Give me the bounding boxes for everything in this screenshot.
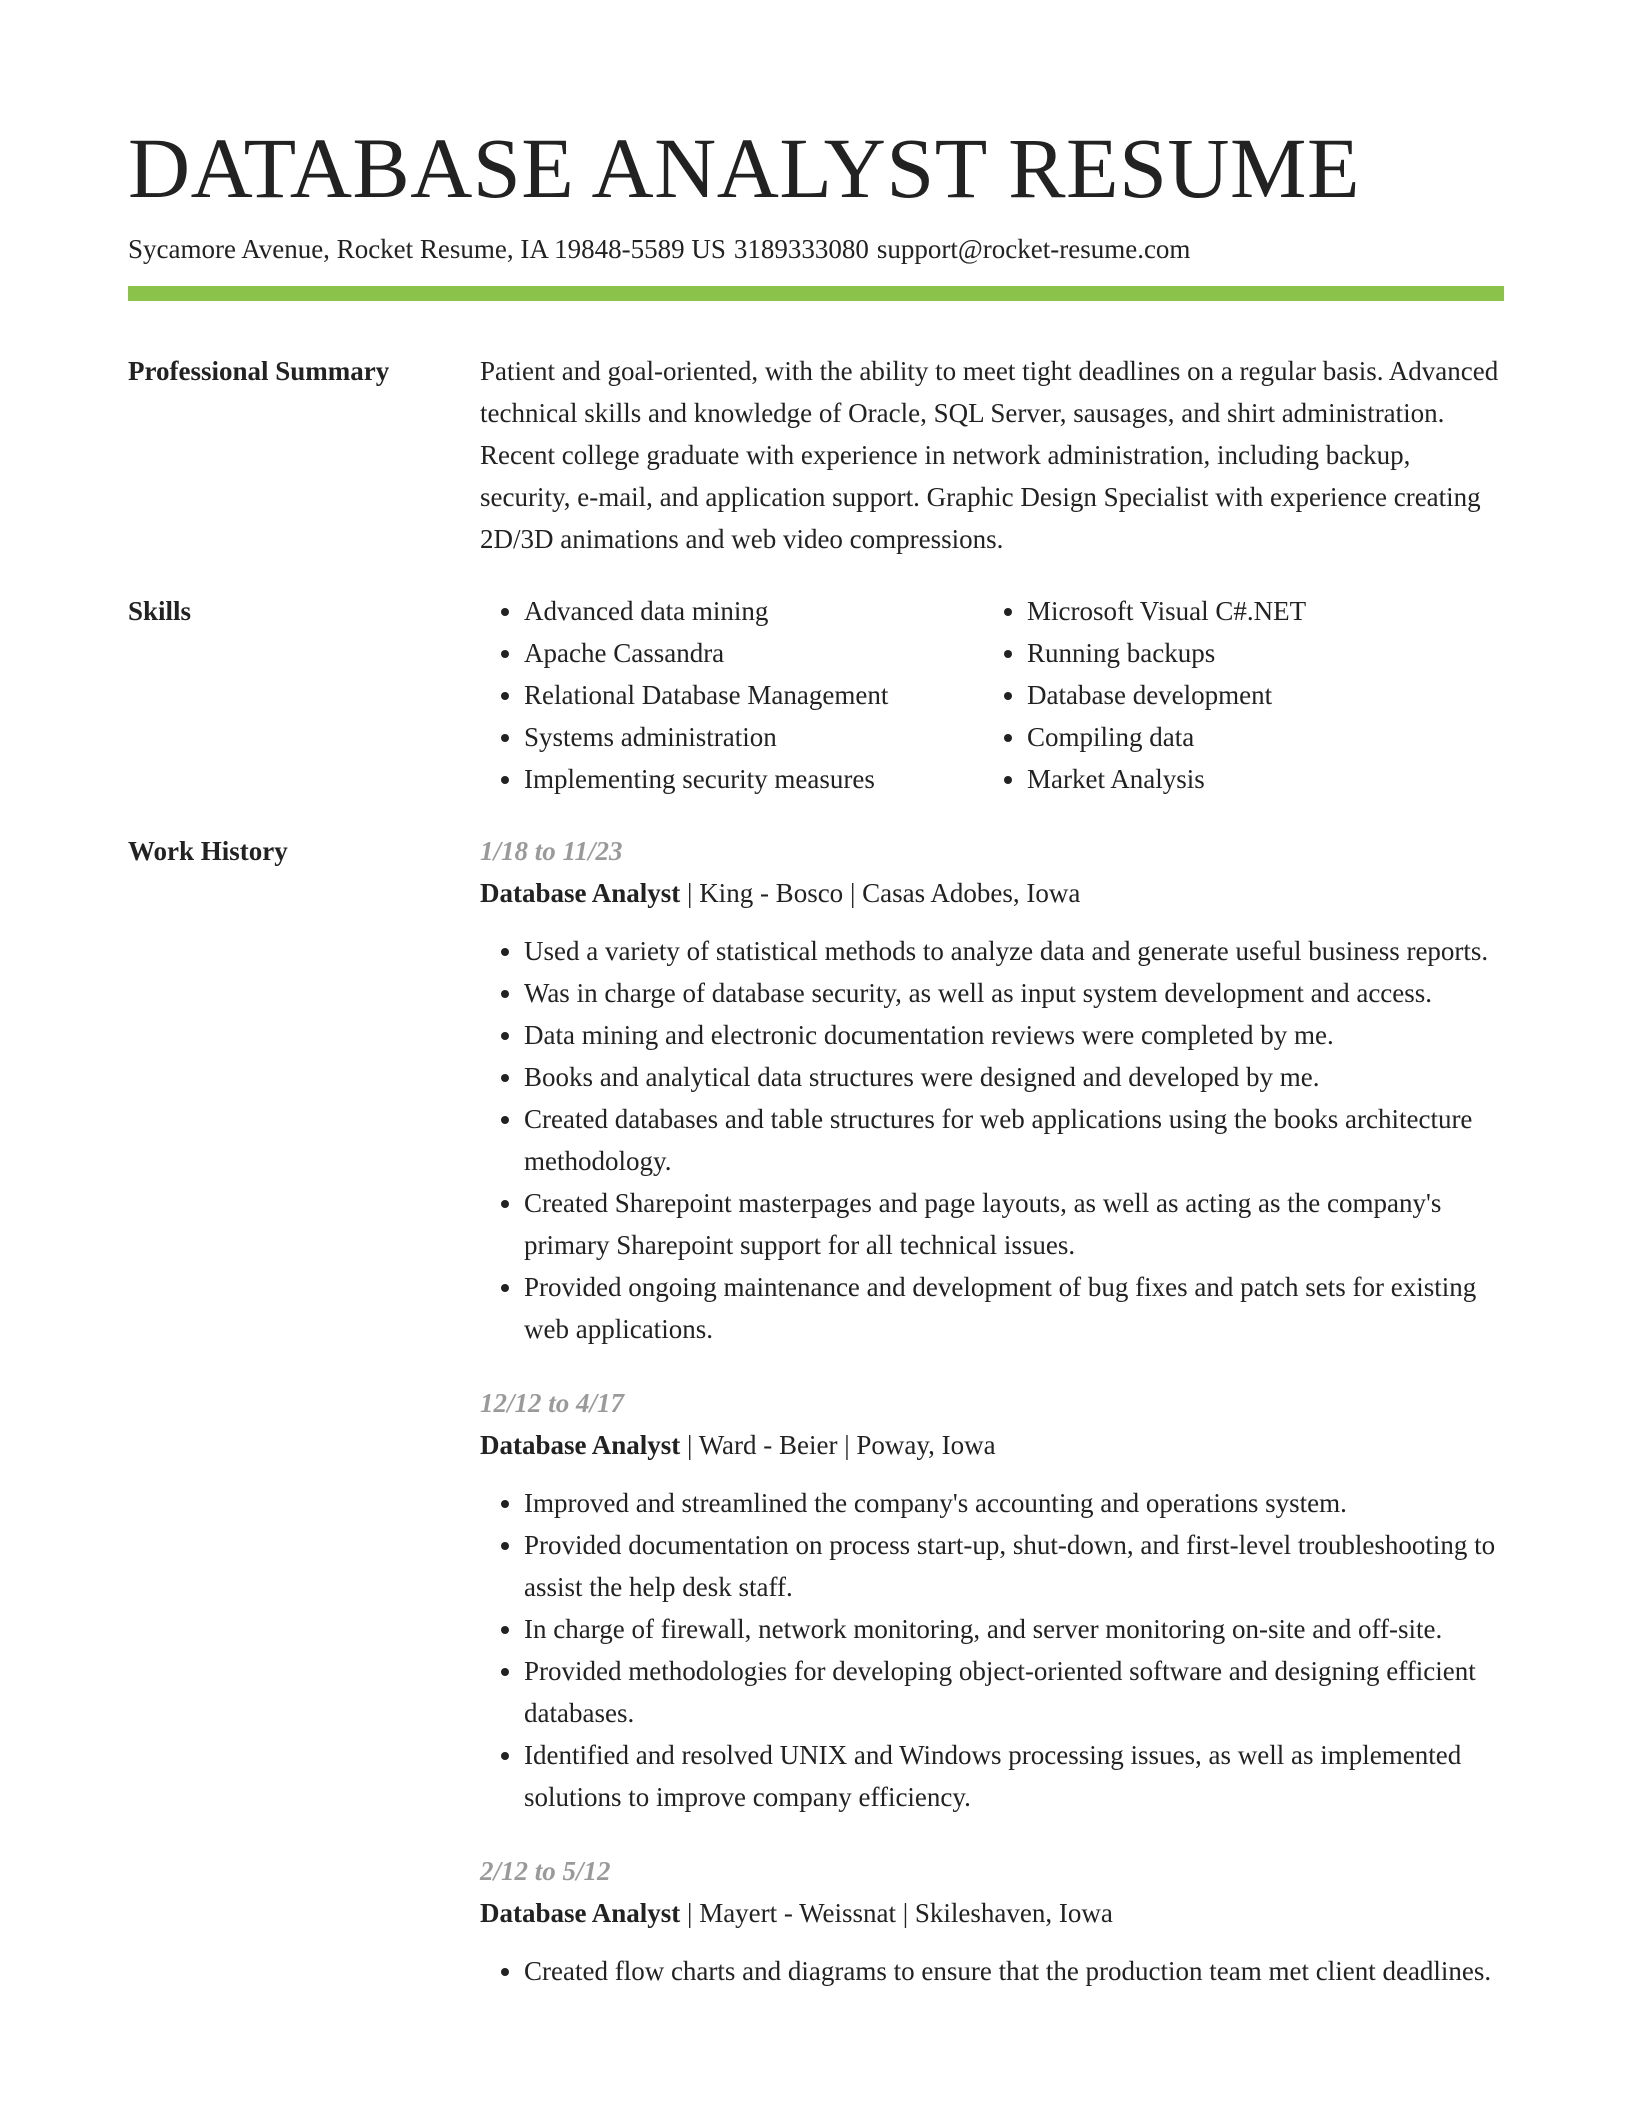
job-location: Poway, Iowa [856, 1430, 996, 1460]
job-dates: 12/12 to 4/17 [480, 1388, 625, 1418]
company-name: Mayert - Weissnat [699, 1898, 896, 1928]
job-bullet: • Identified and resolved UNIX and Windows processing issues, as well as implemented solutions to improve company efficiency. [524, 1734, 1504, 1818]
job-bullet: • In charge of firewall, network monitoring, and server monitoring on-site and off-site. [524, 1608, 1504, 1650]
separator: | [843, 878, 863, 908]
job-bullet: • Books and analytical data structures were designed and developed by me. [524, 1056, 1504, 1098]
page-title: DATABASE ANALYST RESUME [128, 120, 1361, 216]
address: Sycamore Avenue, Rocket Resume, IA 19848-5589 US [128, 234, 726, 264]
separator: | [837, 1430, 857, 1460]
summary-content [480, 350, 1504, 560]
separator: | [895, 1898, 915, 1928]
job-title: Database Analyst [480, 1898, 681, 1928]
skills-content [480, 590, 1504, 800]
skill-item: • Implementing security measures [524, 758, 983, 800]
skill-item: • Compiling data [1027, 716, 1486, 758]
skills-list-left [480, 590, 983, 800]
job-entry [480, 830, 1504, 1350]
job-title: Database Analyst [480, 1430, 681, 1460]
skill-item: • Relational Database Management [524, 674, 983, 716]
job-dates: 1/18 to 11/23 [480, 836, 623, 866]
job-dates: 2/12 to 5/12 [480, 1856, 611, 1886]
skills-list-right [983, 590, 1486, 800]
job-title: Database Analyst [480, 878, 681, 908]
job-bullet: • Provided ongoing maintenance and development of bug fixes and patch sets for existing web applications. [524, 1266, 1504, 1350]
job-bullet: • Improved and streamlined the company's accounting and operations system. [524, 1482, 1504, 1524]
job-role-line [480, 1424, 1504, 1466]
company-name: Ward - Beier [698, 1430, 838, 1460]
phone: 3189333080 [733, 234, 869, 264]
job-bullet: • Provided documentation on process start-up, shut-down, and first-level troubleshooting to assist the help desk staff. [524, 1524, 1504, 1608]
job-bullets [480, 930, 1504, 1350]
job-bullet: • Used a variety of statistical methods to analyze data and generate useful business reports. [524, 930, 1504, 972]
skill-item: • Microsoft Visual C#.NET [1027, 590, 1486, 632]
header-divider [128, 286, 1504, 301]
job-bullet: • Created flow charts and diagrams to ensure that the production team met client deadlines. [524, 1950, 1504, 1992]
job-bullet: • Was in charge of database security, as well as input system development and access. [524, 972, 1504, 1014]
job-role-line [480, 1892, 1504, 1934]
summary-text: Patient and goal-oriented, with the ability to meet tight deadlines on a regular basis. Advanced technical skills and knowledge of Oracle, SQL Server, sausages, and shirt administration. Recent college graduate with experience in network administration, including backup, security, e-mail, and application support. Graphic Design Specialist with experience creating 2D/3D animations and web video compressions. [480, 356, 1499, 554]
work-history-label: Work History [128, 836, 288, 866]
job-bullet: • Created databases and table structures for web applications using the books architecture methodology. [524, 1098, 1504, 1182]
skill-item: • Database development [1027, 674, 1486, 716]
separator: | [680, 1430, 699, 1460]
job-entry [480, 1850, 1504, 1992]
email: support@rocket-resume.com [876, 234, 1191, 264]
skill-item: • Advanced data mining [524, 590, 983, 632]
skills-label: Skills [128, 596, 192, 626]
separator: | [680, 1898, 700, 1928]
summary-label: Professional Summary [128, 356, 390, 386]
skill-item: • Apache Cassandra [524, 632, 983, 674]
skill-item: • Running backups [1027, 632, 1486, 674]
job-role-line [480, 872, 1504, 914]
job-entry [480, 1382, 1504, 1818]
job-bullet: • Created Sharepoint masterpages and page layouts, as well as acting as the company's primary Sharepoint support for all technical issues. [524, 1182, 1504, 1266]
work-history-content [480, 830, 1504, 2024]
job-bullets [480, 1950, 1504, 1992]
job-location: Casas Adobes, Iowa [862, 878, 1081, 908]
skill-item: • Systems administration [524, 716, 983, 758]
job-location: Skileshaven, Iowa [914, 1898, 1113, 1928]
separator: | [680, 878, 700, 908]
job-bullets [480, 1482, 1504, 1818]
job-bullet: • Data mining and electronic documentation reviews were completed by me. [524, 1014, 1504, 1056]
job-bullet: • Provided methodologies for developing object-oriented software and designing efficient databases. [524, 1650, 1504, 1734]
skill-item: • Market Analysis [1027, 758, 1486, 800]
contact-line [128, 232, 1198, 266]
company-name: King - Bosco [699, 878, 844, 908]
